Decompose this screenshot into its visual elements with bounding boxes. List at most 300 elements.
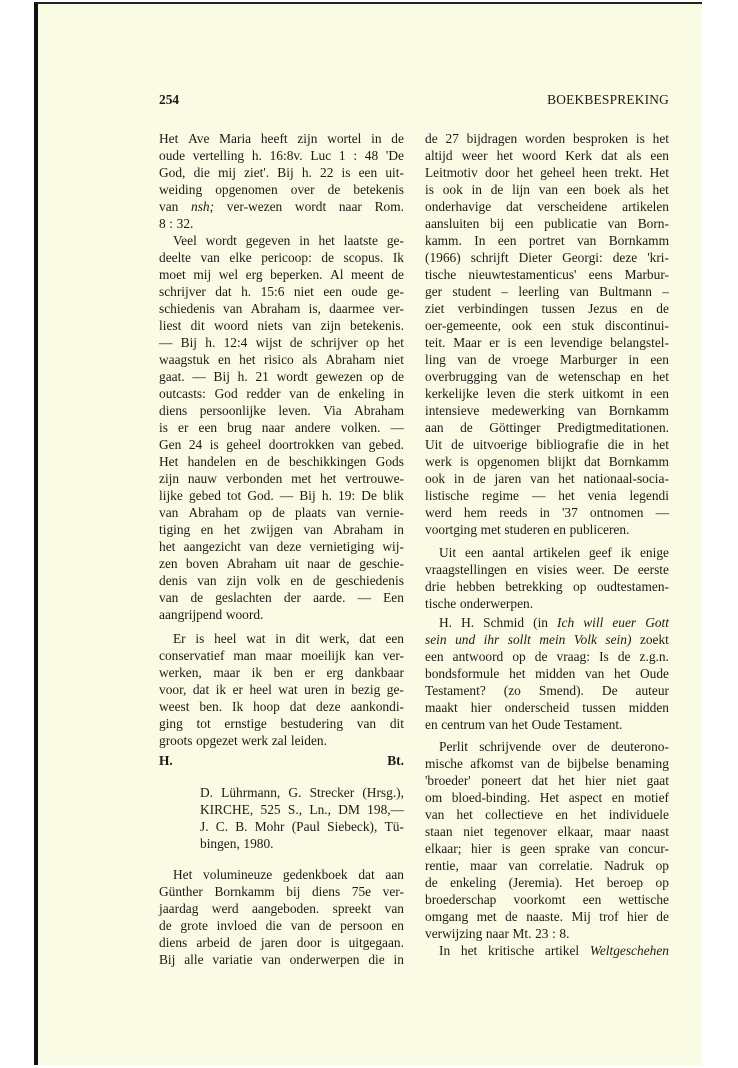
text-line (425, 436, 669, 453)
word: 22 (320, 165, 334, 180)
word: uitgegaan. (348, 935, 404, 950)
word: enkeling (450, 875, 497, 890)
word: naar (338, 199, 362, 214)
word: 24 (188, 437, 203, 452)
word: centrum (441, 717, 486, 732)
word: weest (159, 699, 190, 714)
word: wordt (205, 233, 237, 248)
paragraph (425, 544, 669, 612)
word: de (312, 573, 326, 588)
word: het (318, 233, 335, 248)
word: er (178, 420, 189, 435)
word: artikelen (533, 545, 581, 560)
word: het (613, 666, 631, 681)
text-line (200, 801, 404, 818)
word: het (558, 773, 575, 788)
word: en (553, 522, 566, 537)
text-line (200, 818, 404, 835)
word: over (290, 182, 315, 197)
word: en (290, 573, 303, 588)
word: doortrokken (268, 437, 335, 452)
word: DM (338, 802, 360, 817)
word: elkaar, (557, 824, 594, 839)
word: Het (173, 867, 193, 882)
word: euer (612, 615, 637, 630)
word: 75e (351, 884, 372, 899)
word: Smend). (538, 683, 584, 698)
word: het (320, 471, 337, 486)
word: reeds (499, 505, 528, 520)
word: wortel (327, 131, 362, 146)
word: als (302, 352, 318, 367)
word: naast (641, 824, 669, 839)
text-line (425, 249, 669, 266)
word: een (497, 233, 517, 248)
word: hoop (253, 699, 280, 714)
word: nauw (187, 471, 217, 486)
word: een (566, 182, 586, 197)
text-line (425, 385, 669, 402)
word: Predigtmeditationen. (557, 420, 669, 435)
word: deuterono- (610, 739, 669, 754)
word: uit (284, 556, 299, 571)
word: Maar (453, 335, 482, 350)
word: De (361, 488, 377, 503)
text-line (159, 732, 404, 749)
word: bloed-binding. (451, 790, 531, 805)
word: daarmee (329, 301, 375, 316)
word: door (484, 165, 510, 180)
word: bijdragen (466, 131, 518, 146)
text-line (425, 891, 669, 908)
word: Gods (375, 454, 404, 469)
word: studeren (504, 522, 550, 537)
text-line (159, 402, 404, 419)
word: niet (383, 352, 404, 367)
text-line (159, 951, 404, 968)
word: publiceren. (569, 522, 630, 537)
word: de (272, 505, 285, 520)
word: en (245, 454, 258, 469)
word: gebed. (368, 437, 404, 452)
word: niet (293, 284, 314, 299)
word: oer-gemeente, (425, 318, 501, 333)
word: mij (193, 267, 212, 282)
word: tussen (541, 301, 575, 316)
word: als (628, 182, 644, 197)
word: Luc (310, 148, 332, 163)
word: poneert (481, 773, 522, 788)
word: ontnomen (589, 505, 644, 520)
word: een (323, 284, 342, 299)
word: een (198, 420, 218, 435)
word: trekt. (614, 165, 643, 180)
word: 'De (385, 148, 404, 163)
word: ook (442, 182, 463, 197)
word: uren (304, 682, 328, 697)
word: bingen, (200, 836, 240, 851)
word: h. (241, 284, 252, 299)
word: der (283, 590, 301, 605)
word: Het (539, 790, 560, 805)
text-line (425, 823, 669, 840)
text-line (159, 419, 404, 436)
word: (Hrsg.), (362, 785, 404, 800)
text-line (159, 521, 404, 538)
word: dit (190, 318, 205, 333)
word: aangeboden. (251, 901, 320, 916)
word: brug (227, 420, 252, 435)
word: de (473, 471, 486, 486)
word: wetenschap (558, 369, 621, 384)
text-line (200, 784, 404, 801)
word: artikel (544, 943, 580, 958)
text-line (425, 840, 669, 857)
word: is (507, 335, 517, 350)
word: Bij (277, 165, 294, 180)
word: — (357, 590, 371, 605)
word: door (296, 935, 322, 950)
word: en (630, 369, 643, 384)
word: z.g.n. (639, 649, 669, 664)
word: S., (287, 802, 303, 817)
word: denis (159, 573, 188, 588)
word: weer. (576, 562, 605, 577)
word: staan (425, 824, 453, 839)
word: naaste. (526, 909, 563, 924)
word: onderwerpen. (459, 596, 534, 611)
word: bezig (351, 682, 381, 697)
text-line (159, 606, 404, 623)
word: regime (481, 488, 520, 503)
text-line (159, 266, 404, 283)
text-line (425, 130, 669, 147)
word: een (464, 545, 484, 560)
word: ook (511, 318, 532, 333)
word: is (209, 437, 219, 452)
word: visies (536, 562, 568, 577)
word: maar (470, 858, 497, 873)
word: dat (584, 454, 601, 469)
text-line (159, 385, 404, 402)
word: er (489, 335, 500, 350)
word: van (249, 539, 269, 554)
word: individuele (608, 807, 669, 822)
word: van (384, 901, 404, 916)
word: vernietiging (309, 539, 375, 554)
word: aantal (492, 545, 525, 560)
word: het (652, 182, 669, 197)
word: weiding (159, 182, 203, 197)
word: die (265, 918, 282, 933)
word: een (650, 386, 669, 401)
word: Bultmann (599, 284, 652, 299)
text-line (425, 772, 669, 789)
word: eens (588, 267, 613, 282)
word: belangstel- (610, 335, 669, 350)
word: mische (425, 756, 463, 771)
text-line (425, 215, 669, 232)
word: verwijzing (425, 926, 483, 941)
word: (Paul (291, 819, 320, 834)
word: en (630, 301, 644, 316)
word: blik (383, 488, 404, 503)
word: ge- (386, 284, 404, 299)
word: Het (574, 875, 595, 890)
word: en (391, 918, 404, 933)
word: Bij (299, 488, 316, 503)
word: conservatief (159, 648, 225, 663)
word: oude (351, 284, 378, 299)
word: de (535, 369, 549, 384)
word: J. (200, 819, 209, 834)
word: venia (587, 488, 617, 503)
word: de (190, 590, 204, 605)
word: van (506, 369, 527, 384)
text-line (159, 436, 404, 453)
word: werk (241, 733, 269, 748)
word: dat (531, 773, 548, 788)
word: ik (251, 665, 263, 680)
word: Abraham (354, 403, 404, 418)
word: een (385, 631, 404, 646)
word: Volk (573, 632, 597, 647)
word: de (425, 875, 438, 890)
text-line (200, 835, 404, 852)
word: beschikkingen (289, 454, 367, 469)
word: — (192, 369, 206, 384)
word: (1966) (425, 250, 461, 265)
word: overbrugging (425, 369, 498, 384)
word: een (542, 318, 562, 333)
word: werk, (319, 631, 350, 646)
word: moeilijk (300, 648, 346, 663)
word: Bornkamm (608, 454, 669, 469)
word: niet (463, 824, 484, 839)
word: en (515, 562, 529, 577)
word: aarde. (313, 590, 346, 605)
word: sterk (548, 386, 575, 401)
word: wij- (382, 539, 404, 554)
text-line (159, 283, 404, 300)
word: deze (612, 250, 638, 265)
text-line (159, 681, 404, 698)
word: het (387, 335, 404, 350)
word: van (223, 301, 243, 316)
word: werd (211, 901, 239, 916)
word: de (239, 935, 252, 950)
word: 'broeder' (425, 773, 471, 788)
word: De (601, 683, 618, 698)
word: is, (308, 301, 321, 316)
word: schiedenis (159, 301, 215, 316)
word: bij (286, 884, 301, 899)
word: leven (486, 386, 516, 401)
word: 1980. (243, 836, 274, 851)
text-line (159, 249, 404, 266)
word: ook (425, 471, 446, 486)
word: groots (159, 733, 193, 748)
text-line (425, 544, 669, 561)
text-line (425, 806, 669, 823)
word: heel (214, 631, 237, 646)
word: Er (173, 631, 186, 646)
word: Mohr (254, 819, 285, 834)
word: rentie, (425, 858, 459, 873)
word: 16:8v. (269, 148, 303, 163)
word: ziet'. (244, 165, 270, 180)
word: niets (257, 318, 283, 333)
word: met (291, 471, 312, 486)
word: de (547, 756, 560, 771)
word: boek (594, 182, 621, 197)
word: nationaal-socia- (583, 471, 669, 486)
word: Maria (219, 131, 252, 146)
word: van (159, 505, 179, 520)
word: artikelen (622, 199, 669, 214)
word: benaming (616, 756, 669, 771)
word: midden (628, 700, 669, 715)
word: Uit (425, 437, 443, 452)
text-line (425, 300, 669, 317)
word: van (200, 250, 220, 265)
word: collectieve (485, 807, 544, 822)
word: Abraham (325, 352, 376, 367)
word: de (460, 420, 473, 435)
word: omgang (425, 909, 469, 924)
word: van (569, 284, 589, 299)
word: van (425, 807, 445, 822)
word: 48 (364, 148, 379, 163)
word: geschie- (359, 556, 404, 571)
word: persoonlijke (199, 403, 266, 418)
word: jaardag (159, 901, 199, 916)
word: in (633, 437, 644, 452)
text-line (159, 334, 404, 351)
word: diens (159, 935, 188, 950)
word: van (576, 403, 597, 418)
word: waagstuk (159, 352, 210, 367)
word: maar (265, 648, 293, 663)
word: woord. (225, 607, 264, 622)
word: Ln., (309, 802, 331, 817)
word: hier (471, 841, 492, 856)
word: een (358, 165, 378, 180)
word: in (393, 522, 404, 537)
word: oudtestamen- (596, 579, 669, 594)
word: op (512, 649, 526, 664)
word: dat (359, 631, 376, 646)
word: D. (200, 785, 214, 800)
word: de (425, 131, 438, 146)
word: het (159, 539, 176, 554)
word: 1 (338, 148, 346, 163)
word: hier (627, 909, 648, 924)
word: vertelling (192, 148, 245, 163)
word: Oude (639, 666, 669, 681)
word: wel (218, 267, 239, 282)
text-line (159, 470, 404, 487)
word: van (530, 471, 550, 486)
word: Jezus (588, 301, 618, 316)
word: bibliografie (536, 437, 599, 452)
word: ihr (483, 632, 500, 647)
word: H. (461, 615, 475, 630)
word: aan (385, 867, 404, 882)
word: Perlit (439, 739, 469, 754)
word: de (490, 182, 504, 197)
word: wat (278, 682, 298, 697)
word: is (159, 420, 168, 435)
word: geschiedenis (335, 573, 404, 588)
word: God. (247, 488, 274, 503)
word: tot (227, 488, 242, 503)
word: bondsformule (425, 666, 500, 681)
word: dat (289, 699, 307, 714)
word: risico (263, 352, 294, 367)
word: dat (215, 284, 232, 299)
word: het (558, 471, 575, 486)
text-line (425, 561, 669, 578)
word: G. (288, 785, 302, 800)
word: Weltgeschehen (589, 943, 669, 958)
word: invloed (216, 918, 257, 933)
word: ver-wezen (226, 199, 283, 214)
word: opgenomen (215, 182, 278, 197)
word: h. (205, 335, 216, 350)
word: bij (490, 216, 505, 231)
word: kerkelijke (425, 386, 479, 401)
word: een (524, 335, 543, 350)
word: Bornkamm (608, 233, 669, 248)
word: besproken (573, 131, 629, 146)
text-line (425, 665, 669, 682)
word: onderhavige (425, 199, 492, 214)
word: is (330, 935, 340, 950)
word: en (425, 717, 438, 732)
word: sein) (605, 632, 632, 647)
word: een (650, 148, 669, 163)
word: geslachten (215, 590, 272, 605)
text-line (159, 900, 404, 917)
word: : (353, 148, 358, 163)
word: geen (519, 841, 546, 856)
word: Uit (439, 545, 457, 560)
text-line (425, 925, 669, 942)
word: ik (215, 682, 227, 697)
word: Bij (213, 369, 230, 384)
word: verbonden (225, 471, 283, 486)
word: Via (323, 403, 342, 418)
word: wettische (618, 892, 669, 907)
text-line (159, 555, 404, 572)
word: spreekt (332, 901, 372, 916)
word: in (371, 131, 382, 146)
word: voorkomt (513, 892, 566, 907)
word: lijn (512, 182, 530, 197)
word: drie (425, 579, 446, 594)
word: wordt (294, 199, 327, 214)
word: aspect (568, 790, 603, 805)
word: vraagstellingen (425, 562, 507, 577)
word: Rom. (374, 199, 404, 214)
word: beroep (606, 875, 644, 890)
word: aangezicht (183, 539, 241, 554)
word: Tü- (384, 819, 404, 834)
word: uitkomt (582, 386, 624, 401)
word: gegeven (245, 233, 291, 248)
paragraph (425, 738, 669, 942)
